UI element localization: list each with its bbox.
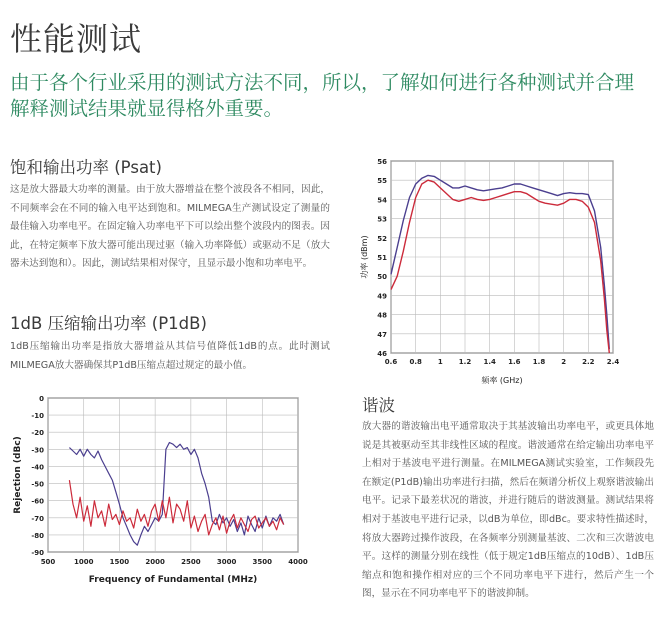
y-tick-label: 0: [39, 395, 44, 403]
y-tick-label: 46: [377, 350, 387, 358]
y-axis-label: 功率 (dBm): [360, 235, 369, 279]
x-tick-label: 4000: [288, 558, 308, 566]
x-tick-label: 2500: [181, 558, 201, 566]
page-title: 性能测试: [10, 20, 143, 58]
y-tick-label: -20: [31, 429, 44, 438]
harmonics-chart: [8, 390, 320, 590]
x-axis-label: 频率 (GHz): [481, 376, 523, 385]
y-tick-label: -50: [31, 480, 44, 489]
y-tick-label: 51: [377, 254, 387, 262]
y-tick-label: -30: [31, 446, 44, 455]
psat-heading: 饱和输出功率 (Psat): [10, 158, 162, 177]
x-tick-label: 1.8: [532, 358, 546, 366]
x-tick-label: 3000: [216, 558, 237, 566]
x-tick-label: 500: [40, 558, 56, 566]
y-tick-label: 47: [377, 330, 387, 339]
x-tick-label: 0.8: [409, 358, 422, 366]
x-axis-label: Frequency of Fundamental (MHz): [88, 575, 258, 585]
y-tick-label: 49: [377, 292, 387, 301]
x-tick-label: 2.2: [582, 358, 595, 366]
y-tick-label: 52: [377, 234, 387, 243]
x-tick-label: 1500: [109, 558, 130, 566]
y-axis-label: Rejection (dBc): [13, 436, 23, 514]
x-tick-label: 1.2: [458, 358, 472, 366]
plot-frame: [48, 398, 298, 552]
harmonics-heading: 谐波: [362, 396, 395, 415]
y-tick-label: 54: [377, 196, 387, 205]
y-tick-label: -70: [31, 514, 44, 523]
p1db-heading: 1dB 压缩输出功率 (P1dB): [10, 314, 207, 333]
y-tick-label: 48: [377, 311, 387, 320]
x-tick-label: 0.6: [384, 358, 398, 366]
psat-body: 这是放大器最大功率的测量。由于放大器增益在整个波段各不相同，因此，不同频率会在不同的输入电平达到饱和。MILMEGA生产测试设定了测量的最佳输入功率电平。在固定输入功率电平下可以绘出整个波段内的图表。因此，在特定频率下放大器可能出现过驱（输入功率降低）或驱动不足（放大器未达到饱和）。因此，测试结果相对保守，且显示最小饱和功率电平。: [10, 184, 330, 270]
x-tick-label: 1: [437, 358, 443, 366]
y-tick-label: 50: [377, 273, 387, 282]
x-tick-label: 1.6: [508, 358, 521, 366]
x-tick-label: 1.4: [483, 358, 496, 366]
x-tick-label: 2: [561, 358, 567, 366]
y-tick-label: -90: [31, 549, 44, 557]
x-tick-label: 2000: [145, 558, 165, 566]
y-tick-label: 56: [377, 158, 387, 166]
y-tick-label: -10: [31, 412, 44, 421]
x-tick-label: 1000: [73, 558, 94, 566]
p1db-body: 1dB压缩输出功率是指放大器增益从其信号值降低1dB的点。此时测试MILMEGA放大器确保其P1dB压缩点超过规定的最小值。: [10, 341, 330, 371]
y-tick-label: 53: [377, 215, 387, 224]
harmonics-body: 放大器的谐波输出电平通常取决于其基波输出功率电平，或更具体地说是其被驱动至其非线性区域的程度。谐波通常在给定输出功率电平上相对于基波电平进行测量。在MILMEGA测试实验室，工作频段先在额定(P1dB)输出功率进行扫描，然后在频谱分析仪上观察谐波输出电平。记录下最差状况的谐波，并进行随后的谐波测量。测试结果将相对于基波电平进行记录，以dB为单位，即dBc。要求特性描述时，将放大器跨过操作波段，在各频率分别测量基波、二次和三次谐波电平。这样的测量分别在线性（低于规定1dB压缩点的10dB）、1dB压缩点和饱和操作相对应的三个不同功率电平下进行，然后产生一个图，显示在不同功率电平下的谐波抑制。: [362, 421, 654, 600]
y-tick-label: 55: [377, 177, 387, 186]
x-tick-label: 3500: [252, 558, 273, 566]
x-tick-label: 2.4: [606, 358, 620, 366]
intro-text: 由于各个行业采用的测试方法不同，所以，了解如何进行各种测试并合理解释测试结果就显得格外重要。: [10, 71, 635, 120]
y-tick-label: -60: [31, 497, 44, 506]
y-tick-label: -80: [31, 531, 44, 540]
psat-chart: [355, 155, 625, 390]
y-tick-label: -40: [31, 463, 44, 472]
